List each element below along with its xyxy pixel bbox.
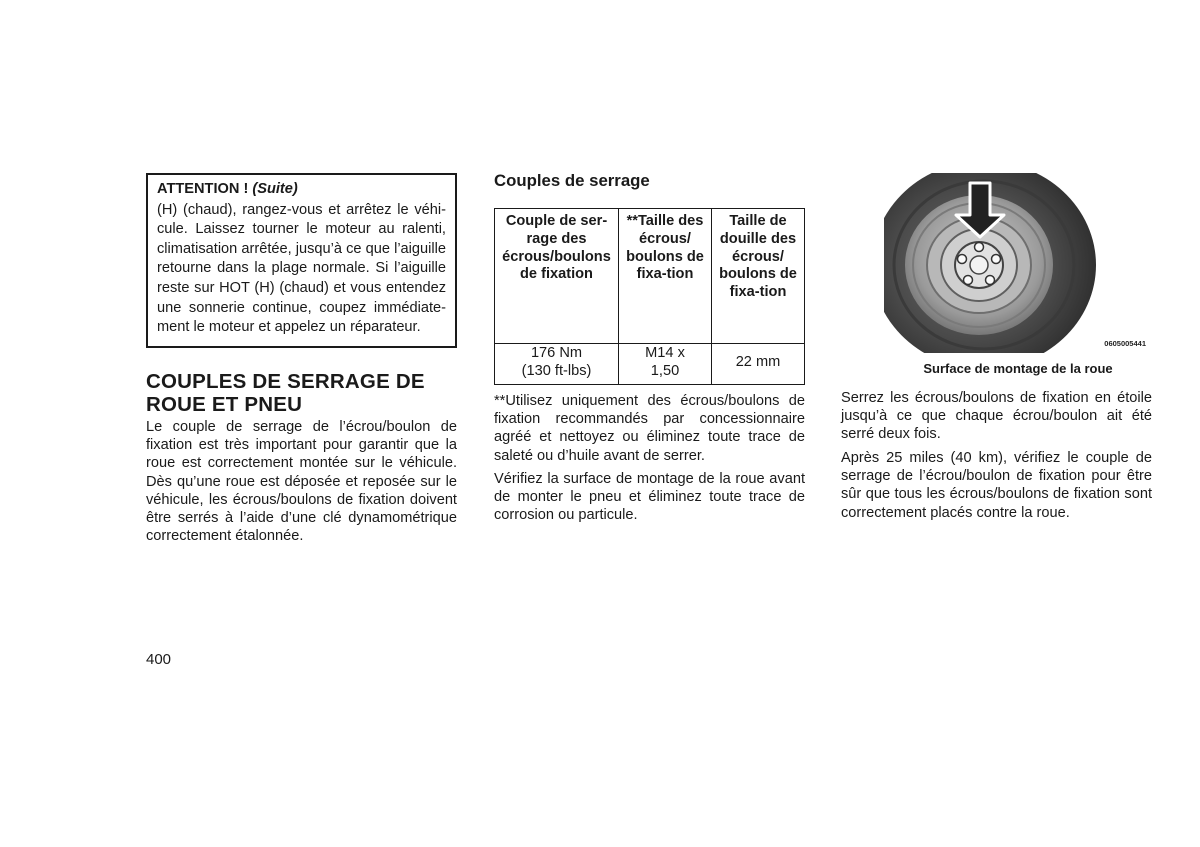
- table-header-row: [495, 209, 805, 344]
- cell-socket-size: 22 mm: [712, 344, 805, 385]
- table-header-torque: Couple de ser-rage des écrous/boulons de fixation: [495, 209, 619, 344]
- page-number: 400: [146, 651, 172, 668]
- table-header-nut-size: **Taille des écrous/ boulons de fixa-tion: [619, 209, 712, 344]
- section-body: Le couple de serrage de l’écrou/boulon de fixation est très important pour garantir que la roue est correctement montée sur le véhicule. Dès qu’une roue est déposée et reposée sur le véhicule, les écrous/boulons de fixation doivent être serrés à l’aide d’une clé dynamométrique correctement étalonnée.: [146, 419, 457, 545]
- torque-note: **Utilisez uniquement des écrous/boulons de fixation recommandés par concessionnaire agréé et nettoyez ou éliminez toute trace de saleté ou d’huile avant de serrer.: [494, 393, 805, 464]
- right-paragraph-2: Après 25 miles (40 km), vérifiez le couple de serrage de l’écrou/boulon de fixation pour être sûr que tous les écrous/boulons de fixation sont correctement placés contre la roue.: [841, 450, 1152, 521]
- warning-box: [146, 173, 457, 348]
- figure-caption: Surface de montage de la roue: [923, 361, 1113, 376]
- figure-code: 0605005441: [1104, 339, 1146, 348]
- table-header-socket-size: Taille de douille des écrous/ boulons de fixa-tion: [712, 209, 805, 344]
- right-paragraph-1: Serrez les écrous/boulons de fixation en étoile jusqu’à ce que chaque écrou/boulon ait été serré deux fois.: [841, 390, 1152, 443]
- wheel-illustration: [884, 173, 1152, 353]
- cell-torque-ftlbs: (130 ft-lbs): [521, 362, 592, 379]
- table-row: [495, 344, 805, 385]
- section-heading: COUPLES DE SERRAGE DE ROUE ET PNEU: [146, 370, 425, 416]
- torque-heading: Couples de serrage: [494, 171, 650, 190]
- warning-title-text: ATTENTION !: [157, 181, 249, 197]
- cell-nut-size-line2: 1,50: [650, 362, 680, 379]
- torque-table: [494, 208, 805, 385]
- warning-continued: (Suite): [252, 181, 298, 197]
- cell-nut-size: [619, 344, 712, 385]
- cell-torque-nm: 176 Nm: [530, 345, 583, 361]
- warning-text: (H) (chaud), rangez-vous et arrêtez le véhi-cule. Laissez tourner le moteur au ralenti, climatisation arrêtée, jusqu’à ce que l’aiguille retourne dans la plage normale. Si l’aiguille reste sur HOT (H) (chaud) et vous entendez une sonnerie continue, coupez immédiate-ment le moteur et appelez un réparateur.: [157, 201, 446, 336]
- cell-torque: [495, 344, 619, 385]
- cell-nut-size-line1: M14 x: [645, 345, 685, 361]
- torque-check: Vérifiez la surface de montage de la roue avant de monter le pneu et éliminez toute trace de corrosion ou particule.: [494, 471, 805, 524]
- warning-title: [157, 180, 446, 200]
